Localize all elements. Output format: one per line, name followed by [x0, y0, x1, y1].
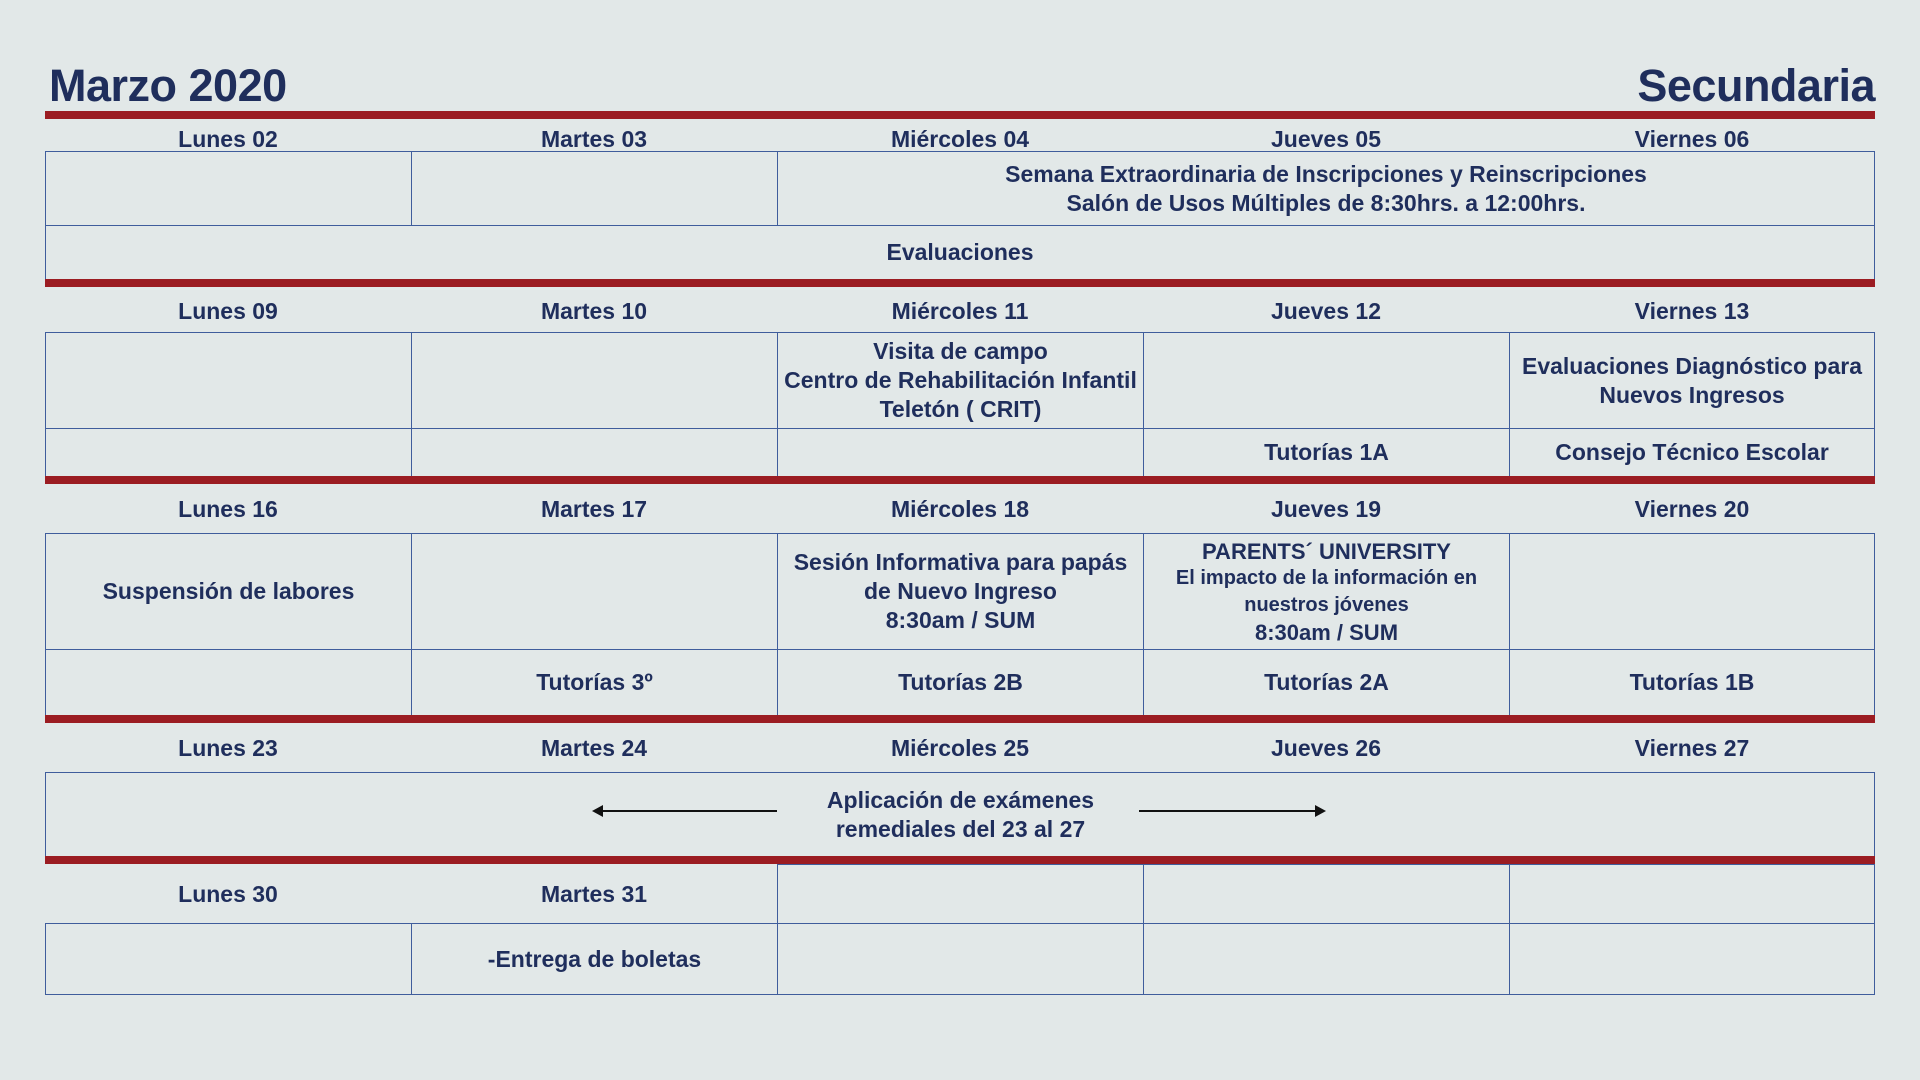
event-text: -Entrega de boletas: [487, 945, 702, 972]
calendar-cell: [45, 649, 412, 716]
day-header: Martes 10: [540, 298, 648, 324]
day-header: Martes 17: [540, 496, 648, 522]
event-text: Evaluaciones: [886, 239, 1034, 265]
day-header: Lunes 02: [178, 126, 278, 152]
event-text: Centro de Rehabilitación Infantil: [784, 367, 1137, 393]
event-suspension: [45, 533, 412, 650]
calendar-cell: [1509, 923, 1875, 995]
calendar-cell: [45, 332, 412, 429]
event-tutorias-1b: [1509, 649, 1875, 716]
week-divider: [45, 715, 1875, 723]
calendar-cell: [1509, 864, 1875, 924]
day-header: Viernes 13: [1634, 298, 1750, 324]
day-header: Martes 03: [540, 126, 648, 152]
week-divider: [45, 111, 1875, 119]
day-header: Jueves 05: [1271, 126, 1381, 152]
week-divider: [45, 279, 1875, 287]
day-header: Viernes 27: [1634, 735, 1750, 761]
event-text: Salón de Usos Múltiples de 8:30hrs. a 12:00hrs.: [1066, 189, 1586, 216]
event-text: Teletón ( CRIT): [879, 396, 1042, 422]
event-tutorias-2b: [777, 649, 1144, 716]
event-tutorias-1a: [1143, 428, 1510, 477]
day-header: Viernes 06: [1634, 126, 1750, 152]
calendar-cell: [1143, 864, 1510, 924]
event-text: PARENTS´ UNIVERSITY: [1202, 538, 1451, 564]
calendar-cell: [411, 151, 778, 226]
calendar-cell: [1143, 923, 1510, 995]
calendar-cell: [777, 428, 1144, 477]
day-header: Miércoles 25: [890, 735, 1030, 761]
event-text: de Nuevo Ingreso: [864, 578, 1057, 604]
event-text: Tutorías 2B: [898, 669, 1023, 695]
event-text: Tutorías 1A: [1264, 439, 1389, 465]
week-divider: [45, 476, 1875, 484]
event-text: Suspensión de labores: [102, 578, 355, 604]
event-text: Semana Extraordinaria de Inscripciones y Reinscripciones: [1005, 160, 1647, 187]
calendar-cell: [411, 533, 778, 650]
event-tutorias-3: [411, 649, 778, 716]
calendar-cell: [777, 923, 1144, 995]
calendar-cell: [1509, 533, 1875, 650]
event-text: Tutorías 2A: [1264, 669, 1389, 695]
calendar-cell: [45, 428, 412, 477]
day-header: Jueves 26: [1271, 735, 1381, 761]
day-header: Lunes 16: [178, 496, 278, 522]
event-text: Visita de campo: [873, 338, 1048, 364]
event-text: Tutorías 3º: [536, 669, 653, 695]
event-text: remediales del 23 al 27: [835, 815, 1086, 842]
day-header: Lunes 30: [178, 881, 278, 907]
event-text: Sesión Informativa para papás: [793, 549, 1128, 575]
day-header: Miércoles 11: [891, 298, 1029, 324]
event-sesion-informativa: [777, 533, 1144, 650]
event-visita-campo: [777, 332, 1144, 429]
event-text: Evaluaciones Diagnóstico para: [1521, 352, 1862, 379]
event-text: 8:30am / SUM: [1254, 619, 1399, 645]
day-header: Martes 31: [540, 881, 648, 907]
event-text: nuestros jóvenes: [1244, 593, 1409, 616]
event-inscripciones: [777, 151, 1875, 226]
day-header: Viernes 20: [1634, 496, 1750, 522]
calendar-cell: [777, 864, 1144, 924]
week-divider: [45, 856, 1875, 864]
arrow-right-icon: [1139, 810, 1324, 812]
event-tutorias-2a: [1143, 649, 1510, 716]
event-text: 8:30am / SUM: [885, 607, 1036, 633]
event-text: Consejo Técnico Escolar: [1555, 439, 1829, 465]
day-header: Lunes 23: [178, 735, 278, 761]
calendar-cell: [45, 151, 412, 226]
page-title: Marzo 2020: [49, 60, 287, 111]
event-text: El impacto de la información en: [1175, 566, 1478, 589]
day-header: Miércoles 18: [890, 496, 1030, 522]
event-remediales: [777, 772, 1144, 857]
calendar-cell: [1143, 332, 1510, 429]
event-diagnostico: [1509, 332, 1875, 429]
event-text: Nuevos Ingresos: [1599, 381, 1785, 408]
event-evaluaciones: [45, 225, 1875, 280]
event-consejo-tecnico: [1509, 428, 1875, 477]
event-text: Aplicación de exámenes: [826, 786, 1095, 813]
school-level: Secundaria: [1637, 60, 1875, 111]
calendar-cell: [411, 332, 778, 429]
day-header: Lunes 09: [178, 298, 278, 324]
event-text: Tutorías 1B: [1629, 669, 1755, 695]
day-header: Jueves 12: [1271, 298, 1381, 324]
event-parents-university: [1143, 533, 1510, 650]
event-entrega-boletas: [411, 923, 778, 995]
day-header: Jueves 19: [1271, 496, 1381, 522]
calendar-cell: [411, 428, 778, 477]
calendar-cell: [45, 923, 412, 995]
day-header: Martes 24: [540, 735, 648, 761]
day-header: Miércoles 04: [890, 126, 1030, 152]
arrow-left-icon: [594, 810, 777, 812]
